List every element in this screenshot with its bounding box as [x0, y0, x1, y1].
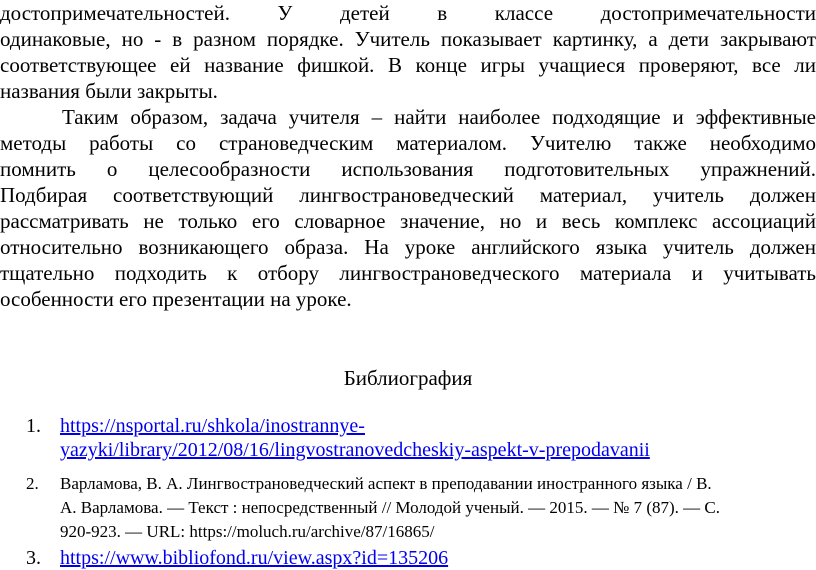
entry-line: А. Варламова. — Текст : непосредственный // Молодой ученый. — 2015. — № 7 (87). — С.: [60, 498, 720, 517]
paragraph-line: относительно возникающего образа. На уроке английского языка учитель должен: [0, 235, 816, 259]
paragraph-line: методы работы со страноведческим материалом. Учителю также необходимо: [0, 131, 816, 155]
paragraph-line: помнить о целесообразности использования подготовительных упражнений.: [0, 157, 816, 181]
bibliography-entry: [26, 546, 816, 570]
bibliography-entry: [26, 472, 786, 544]
paragraph-line: достопримечательностей. У детей в классе достопримечательности: [0, 1, 816, 25]
bibliography-heading: Библиография: [343, 366, 473, 390]
bibliography-entry: [26, 414, 816, 462]
paragraph-line: Подбирая соответствующий лингвострановедческий материал, учитель должен: [0, 183, 816, 207]
paragraph-line: Таким образом, задача учителя – найти наиболее подходящие и эффективные: [62, 105, 816, 129]
link-line[interactable]: https://nsportal.ru/shkola/inostrannye-: [60, 415, 365, 437]
entry-number: 3.: [26, 547, 41, 569]
paragraph-line: тщательно подходить к отбору лингвострановедческого материала и учитывать: [0, 261, 816, 285]
link-line[interactable]: https://www.bibliofond.ru/view.aspx?id=135206: [60, 547, 449, 569]
entry-number: 1.: [26, 415, 41, 437]
entry-number: 2.: [26, 474, 39, 493]
entry-text: [60, 472, 786, 544]
bibliography-link[interactable]: [60, 546, 816, 570]
paragraph-1: [0, 0, 816, 104]
link-line[interactable]: yazyki/library/2012/08/16/lingvostranovedcheskiy-aspekt-v-prepodavanii: [60, 439, 650, 461]
entry-line: Варламова, В. А. Лингвострановедческий аспект в преподавании иностранного языка / В.: [60, 474, 712, 493]
bibliography-link[interactable]: [60, 414, 816, 462]
paragraph-line: рассматривать не только его словарное значение, но и весь комплекс ассоциаций: [0, 209, 816, 233]
paragraph-line: особенности его презентации на уроке.: [0, 287, 352, 311]
paragraph-line: названия были закрыты.: [0, 79, 218, 103]
paragraph-line: одинаковые, но - в разном порядке. Учитель показывает картинку, а дети закрывают: [0, 27, 816, 51]
entry-line: 920-923. — URL: https://moluch.ru/archive/87/16865/: [60, 522, 435, 541]
paragraph-2: [0, 104, 816, 312]
paragraph-line: соответствующее ей название фишкой. В конце игры учащиеся проверяют, все ли: [0, 53, 816, 77]
bibliography-list: [0, 414, 816, 569]
